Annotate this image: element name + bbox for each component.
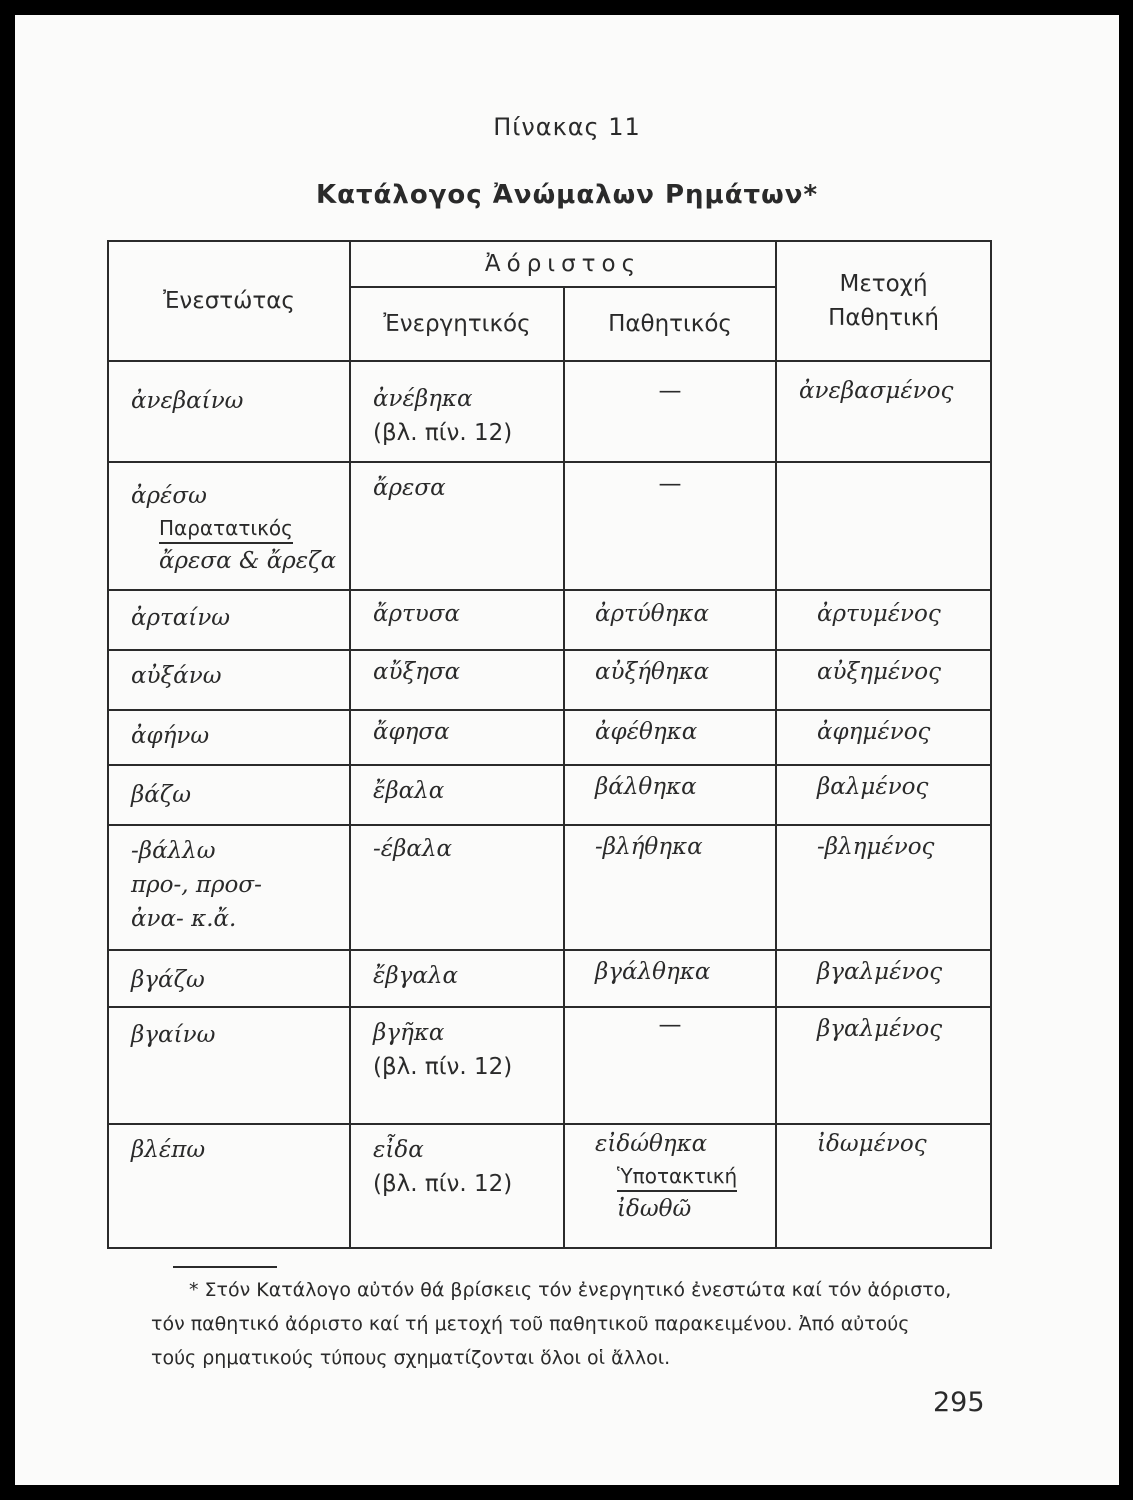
active-form: -έβαλα [373, 836, 453, 862]
footnote-rule [173, 1266, 277, 1268]
passive-form: -βλήθηκα [595, 834, 703, 860]
passive-form: αὐξήθηκα [595, 659, 710, 685]
table-row [108, 710, 991, 765]
compound-prefixes: προ-, προσ- [131, 872, 262, 898]
active-form: ἄφησα [373, 719, 450, 745]
participle-form: βγαλμένος [817, 959, 943, 985]
table-row [108, 1124, 991, 1248]
page-number: 295 [933, 1387, 985, 1418]
passive-form: ἀφέθηκα [595, 719, 698, 745]
participle-form: ἀφημένος [817, 719, 931, 745]
present-form: αὐξάνω [131, 663, 222, 689]
subjunctive-form: ἰδωθῶ [617, 1196, 692, 1222]
header-aorist: Ἀόριστος [350, 241, 776, 287]
present-form: ἀφήνω [131, 723, 210, 749]
present-form: -βάλλω [131, 838, 216, 864]
participle-form: ἀνεβασμένος [799, 378, 954, 404]
cell-active [350, 950, 564, 1007]
passive-form: εἰδώθηκα [595, 1131, 708, 1157]
cell-participle [776, 950, 991, 1007]
table-row [108, 765, 991, 825]
participle-form: ἰδωμένος [817, 1131, 927, 1157]
cell-participle [776, 710, 991, 765]
footnote [151, 1273, 1011, 1375]
cell-passive [564, 590, 776, 650]
table-row [108, 650, 991, 710]
cell-present [108, 1007, 350, 1124]
cell-active [350, 590, 564, 650]
active-form: ἀνέβηκα [373, 386, 473, 412]
cell-present [108, 765, 350, 825]
cell-participle [776, 1007, 991, 1124]
active-form: ἔβαλα [373, 778, 445, 804]
cell-participle [776, 462, 991, 590]
cell-active [350, 710, 564, 765]
participle-form: βαλμένος [817, 774, 929, 800]
present-form: βγάζω [131, 967, 205, 993]
cell-participle [776, 361, 991, 462]
participle-form: ἀρτυμένος [817, 601, 941, 627]
cell-participle [776, 765, 991, 825]
imperfect-forms: ἄρεσα & ἄρεζα [159, 548, 337, 574]
header-participle-line2: Παθητική [828, 305, 939, 331]
cell-passive [564, 1007, 776, 1124]
table-header-row [108, 241, 991, 287]
footnote-line: τούς ρηματικούς τύπους σχηματίζονται ὅλοι οἱ ἄλλοι. [151, 1347, 671, 1369]
table-row [108, 462, 991, 590]
present-form: ἀνεβαίνω [131, 388, 244, 414]
table-title: Κατάλογος Ἀνώμαλων Ρημάτων* [315, 180, 819, 210]
active-form: ἄρτυσα [373, 601, 460, 627]
cell-passive [564, 1124, 776, 1248]
footnote-line: * Στόν Κατάλογο αὐτόν θά βρίσκεις τόν ἐνεργητικό ἐνεστώτα καί τόν ἀόριστο, [189, 1279, 952, 1301]
subjunctive-label: Ὑποτακτική [617, 1162, 737, 1192]
active-note: (βλ. πίν. 12) [373, 420, 513, 446]
passive-form: — [658, 1012, 682, 1038]
participle-form: -βλημένος [817, 834, 935, 860]
cell-present [108, 361, 350, 462]
cell-passive [564, 950, 776, 1007]
passive-form: βγάλθηκα [595, 959, 711, 985]
imperfect-label: Παρατατικός [159, 514, 293, 544]
passive-form: ἀρτύθηκα [595, 601, 710, 627]
cell-passive [564, 650, 776, 710]
present-form: βγαίνω [131, 1022, 216, 1048]
table-row [108, 825, 991, 950]
cell-participle [776, 1124, 991, 1248]
footnote-line: τόν παθητικό ἀόριστο καί τή μετοχή τοῦ παθητικοῦ παρακειμένου. Ἀπό αὐτούς [151, 1313, 910, 1335]
active-form: βγῆκα [373, 1020, 445, 1046]
header-aorist-passive: Παθητικός [564, 287, 776, 361]
cell-active [350, 1124, 564, 1248]
active-note: (βλ. πίν. 12) [373, 1054, 513, 1080]
cell-active [350, 462, 564, 590]
participle-form: αὐξημένος [817, 659, 941, 685]
present-form: ἀρέσω [131, 483, 207, 509]
present-form: βλέπω [131, 1137, 206, 1163]
table-row [108, 1007, 991, 1124]
irregular-verbs-table [107, 240, 992, 1249]
passive-form: βάλθηκα [595, 774, 697, 800]
cell-active [350, 1007, 564, 1124]
cell-present [108, 825, 350, 950]
participle-form: βγαλμένος [817, 1016, 943, 1042]
passive-form: — [658, 471, 682, 497]
cell-passive [564, 825, 776, 950]
passive-form: — [658, 378, 682, 404]
table-row [108, 590, 991, 650]
book-page [15, 15, 1119, 1485]
table-row [108, 950, 991, 1007]
cell-present [108, 650, 350, 710]
active-form: αὔξησα [373, 659, 461, 685]
table-row [108, 361, 991, 462]
active-form: ἔβγαλα [373, 963, 459, 989]
present-form: βάζω [131, 782, 192, 808]
cell-participle [776, 650, 991, 710]
cell-present [108, 590, 350, 650]
cell-participle [776, 825, 991, 950]
active-form: εἶδα [373, 1137, 424, 1163]
cell-active [350, 361, 564, 462]
table-number: Πίνακας 11 [493, 113, 641, 141]
cell-passive [564, 710, 776, 765]
header-participle-line1: Μετοχή [839, 271, 928, 297]
present-form: ἀρταίνω [131, 605, 231, 631]
compound-prefixes-more: ἀνα- κ.ἄ. [131, 906, 237, 932]
cell-active [350, 825, 564, 950]
cell-active [350, 765, 564, 825]
cell-passive [564, 462, 776, 590]
cell-present [108, 950, 350, 1007]
cell-active [350, 650, 564, 710]
header-participle [776, 241, 991, 361]
cell-present [108, 462, 350, 590]
header-aorist-active: Ἐνεργητικός [350, 287, 564, 361]
active-form: ἄρεσα [373, 475, 446, 501]
cell-passive [564, 361, 776, 462]
cell-present [108, 710, 350, 765]
cell-participle [776, 590, 991, 650]
cell-present [108, 1124, 350, 1248]
active-note: (βλ. πίν. 12) [373, 1171, 513, 1197]
cell-passive [564, 765, 776, 825]
header-present: Ἐνεστώτας [108, 241, 350, 361]
